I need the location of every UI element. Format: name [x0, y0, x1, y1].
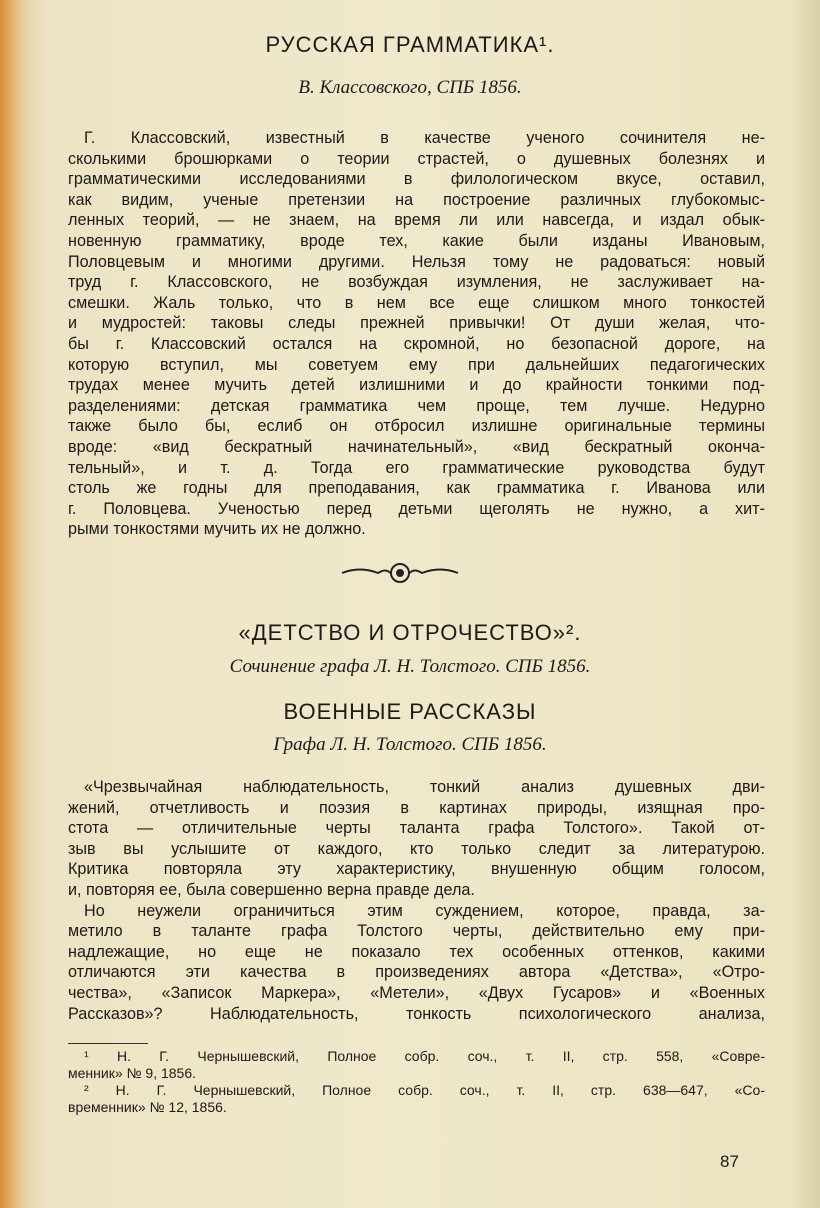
text-line: Г. Классовский, известный в качестве ученого сочинителя не- — [84, 129, 765, 147]
text-line: «Чрезвычайная наблюдательность, тонкий анализ душевных дви- — [84, 778, 765, 796]
text-line: разделениями: детская грамматика чем проще, тем лучше. Недурно — [68, 396, 765, 415]
text-line: тельный», и т. д. Тогда его грамматические руководства будут — [68, 458, 765, 477]
text-line: бы г. Классовский остался на скромной, но безопасной дороге, на — [68, 334, 765, 353]
text-line: также было бы, еслиб он отбросил излишне оригинальные термины — [68, 417, 765, 436]
text-line: временник» № 12, 1856. — [68, 1099, 227, 1115]
section1-body — [68, 128, 765, 540]
text-line: метило в таланте графа Толстого черты, действительно ему при- — [68, 922, 765, 941]
text-line: Но неужели ограничиться этим суждением, которое, правда, за- — [84, 901, 765, 920]
text-line: трудах менее мучить детей излишними и до крайности тонкими под- — [68, 376, 765, 395]
text-line: отличаются эти качества в произведениях автора «Детства», «Отро- — [68, 963, 765, 982]
text-line: Половцевым и многими другими. Нельзя тому не радоваться: новый — [68, 252, 765, 271]
text-line: вроде: «вид бескратный начинательный», «вид бескратный оконча- — [68, 437, 765, 456]
section3-title: ВОЕННЫЕ РАССКАЗЫ — [283, 699, 537, 724]
ornament-divider-icon — [340, 560, 460, 586]
text-line: столь же годны для преподавания, как грамматика г. Иванова или — [68, 479, 765, 498]
page-number: 87 — [720, 1152, 739, 1171]
text-line: и мудростей: таковы следы прежней привычки! От души желая, что- — [68, 314, 765, 333]
text-line: труд г. Классовского, не возбуждая изумления, не заслуживает на- — [68, 273, 765, 292]
text-line: рыми тонкостями мучить их не должно. — [68, 520, 366, 539]
text-line: надлежащие, но еще не показало тех особенных оттенков, какими — [68, 942, 765, 961]
section2-subtitle: Сочинение графа Л. Н. Толстого. СПБ 1856. — [229, 656, 591, 677]
text-line: жений, отчетливость и поэзия в картинах природы, изящная про- — [68, 798, 765, 817]
text-line: которую вступил, мы советуем ему при дальнейших педагогических — [68, 355, 765, 374]
section1-title: РУССКАЯ ГРАММАТИКА¹. — [265, 32, 555, 57]
text-line: менник» № 9, 1856. — [68, 1065, 197, 1081]
section1-subtitle: В. Классовского, СПБ 1856. — [298, 77, 522, 98]
text-line: новенную грамматику, вроде тех, какие были изданы Ивановым, — [68, 231, 765, 250]
section3-subtitle: Графа Л. Н. Толстого. СПБ 1856. — [273, 734, 547, 755]
text-line: смешки. Жаль только, что в нем все еще слишком много тонкостей — [68, 293, 765, 312]
footnote-rule — [68, 1043, 148, 1044]
text-line: зыв вы услышите от каждого, кто только следит за литературою. — [68, 839, 765, 858]
text-line: стота — отличительные черты таланта графа Толстого». Такой от- — [68, 819, 765, 838]
text-line: ¹ Н. Г. Чернышевский, Полное собр. соч., т. II, стр. 558, «Совре- — [84, 1048, 765, 1064]
text-line: и, повторяя ее, была совершенно верна правде дела. — [68, 880, 475, 899]
text-line: ленных теорий, — не знаем, на время ли или навсегда, и издал обык- — [68, 211, 765, 230]
text-line: г. Половцева. Ученостью перед детьми щеголять не нужно, а хит- — [68, 499, 765, 518]
text-line: Критика повторяла эту характеристику, внушенную общим голосом, — [68, 860, 765, 879]
text-line: как видим, ученые претензии на построение различных глубокомыс- — [68, 190, 765, 209]
section2-body — [68, 777, 765, 1024]
footnotes — [68, 1048, 765, 1116]
text-line: Рассказов»? Наблюдательность, тонкость психологического анализа, — [68, 1004, 765, 1023]
text-line: сколькими брошюрками о теории страстей, о душевных болезнях и — [68, 149, 765, 168]
text-line: ² Н. Г. Чернышевский, Полное собр. соч., т. II, стр. 638—647, «Со- — [84, 1082, 765, 1098]
text-line: грамматическими исследованиями в филологическом вкусе, оставил, — [68, 170, 765, 189]
section2-title: «ДЕТСТВО И ОТРОЧЕСТВО»². — [238, 620, 582, 645]
text-line: чества», «Записок Маркера», «Метели», «Двух Гусаров» и «Военных — [68, 983, 765, 1002]
